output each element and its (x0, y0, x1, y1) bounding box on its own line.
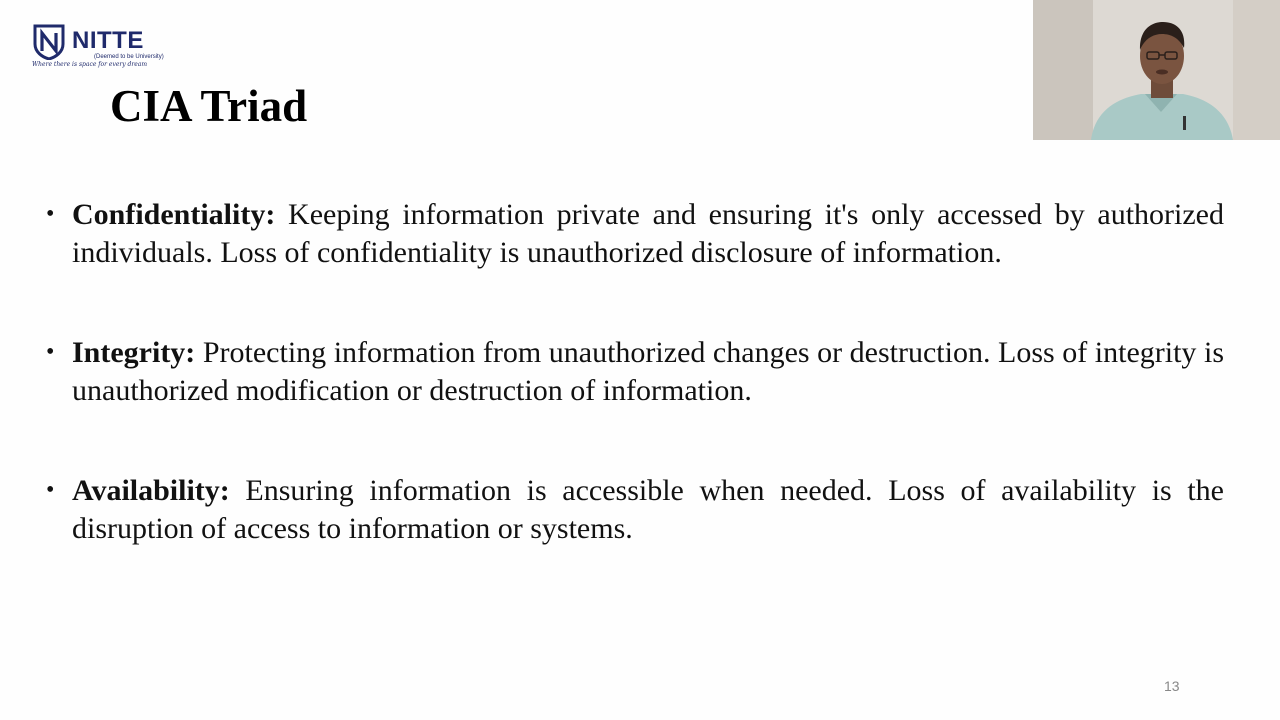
bullet-marker: • (46, 477, 55, 503)
bullet-text: Ensuring information is accessible when needed. Loss of availability is the disruption of access to information or systems. (72, 474, 1224, 545)
bullet-confidentiality (46, 196, 1224, 271)
bullet-integrity (46, 334, 1224, 409)
logo-tagline: Where there is space for every dream (32, 61, 148, 68)
bullet-term: Integrity: (72, 336, 196, 369)
presenter-video[interactable] (1033, 0, 1280, 140)
bullet-marker: • (46, 201, 55, 227)
bullet-text: Protecting information from unauthorized changes or destruction. Loss of integrity is unauthorized modification or destruction of information. (72, 336, 1224, 407)
bullet-term: Availability: (72, 474, 230, 507)
slide-title: CIA Triad (110, 81, 308, 131)
bullet-list (46, 196, 1224, 547)
nitte-logo (32, 24, 162, 70)
bullet-term: Confidentiality: (72, 198, 276, 231)
bullet-availability (46, 472, 1224, 547)
presenter-figure-icon (1033, 0, 1280, 140)
page-number: 13 (1164, 678, 1180, 694)
nitte-shield-icon (32, 24, 66, 60)
logo-subtitle: (Deemed to be University) (94, 54, 164, 60)
logo-wordmark: NITTE (72, 27, 144, 54)
bullet-text: Keeping information private and ensuring it's only accessed by authorized individuals. Loss of confidentiality is unauthorized disclosure of information. (72, 198, 1224, 269)
bullet-marker: • (46, 339, 55, 365)
